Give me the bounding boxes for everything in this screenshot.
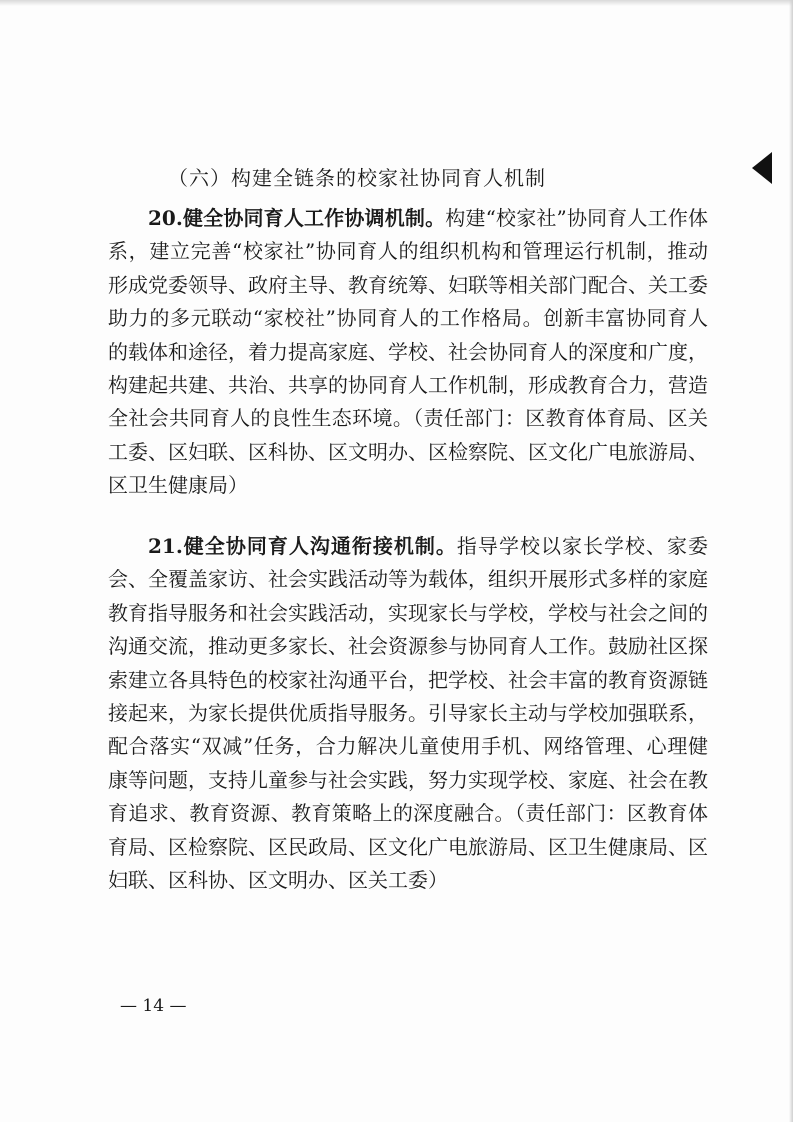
item-20-body: 构建“校家社”协同育人工作体系，建立完善“校家社”协同育人的组织机构和管理运行机制，推动形成党委领导、政府主导、教育统筹、妇联等相关部门配合、关工委助力的多元联动“家校社”协同育人的工作格局。创新丰富协同育人的载体和途径，着力提高家庭、学校、社会协同育人的深度和广度，构建起共建、共治、共享的协同育人工作机制，形成教育合力，营造全社会共同育人的良性生态环境。（责任部门：区教育体育局、区关工委、区妇联、区科协、区文明办、区检察院、区文化广电旅游局、区卫生健康局） bbox=[108, 206, 709, 498]
item-20-title: 20.健全协同育人工作协调机制。 bbox=[148, 206, 446, 230]
page-number: — 14 — bbox=[120, 996, 187, 1016]
item-21-body: 指导学校以家长学校、家委会、全覆盖家访、社会实践活动等为载体，组织开展形式多样的家庭教育指导服务和社会实践活动，实现家长与学校，学校与社会之间的沟通交流，推动更多家长、社会资源参与协同育人工作。鼓励社区探索建立各具特色的校家社沟通平台，把学校、社会丰富的教育资源链接起来，为家长提供优质指导服务。引导家长主动与学校加强联系，配合落实“双减”任务，合力解决儿童使用手机、网络管理、心理健康等问题，支持儿童参与社会实践，努力实现学校、家庭、社会在教育追求、教育资源、教育策略上的深度融合。（责任部门：区教育体育局、区检察院、区民政局、区文化广电旅游局、区卫生健康局、区妇联、区科协、区文明办、区关工委） bbox=[108, 534, 709, 893]
item-21-title: 21.健全协同育人沟通衔接机制。 bbox=[148, 534, 457, 558]
item-20-paragraph bbox=[108, 202, 708, 503]
scan-edge-right bbox=[789, 0, 793, 1122]
section-heading: （六）构建全链条的校家社协同育人机制 bbox=[168, 166, 546, 190]
item-21-paragraph bbox=[108, 530, 708, 897]
scan-edge-top bbox=[0, 0, 793, 6]
left-triangle-marker-icon bbox=[752, 152, 772, 184]
